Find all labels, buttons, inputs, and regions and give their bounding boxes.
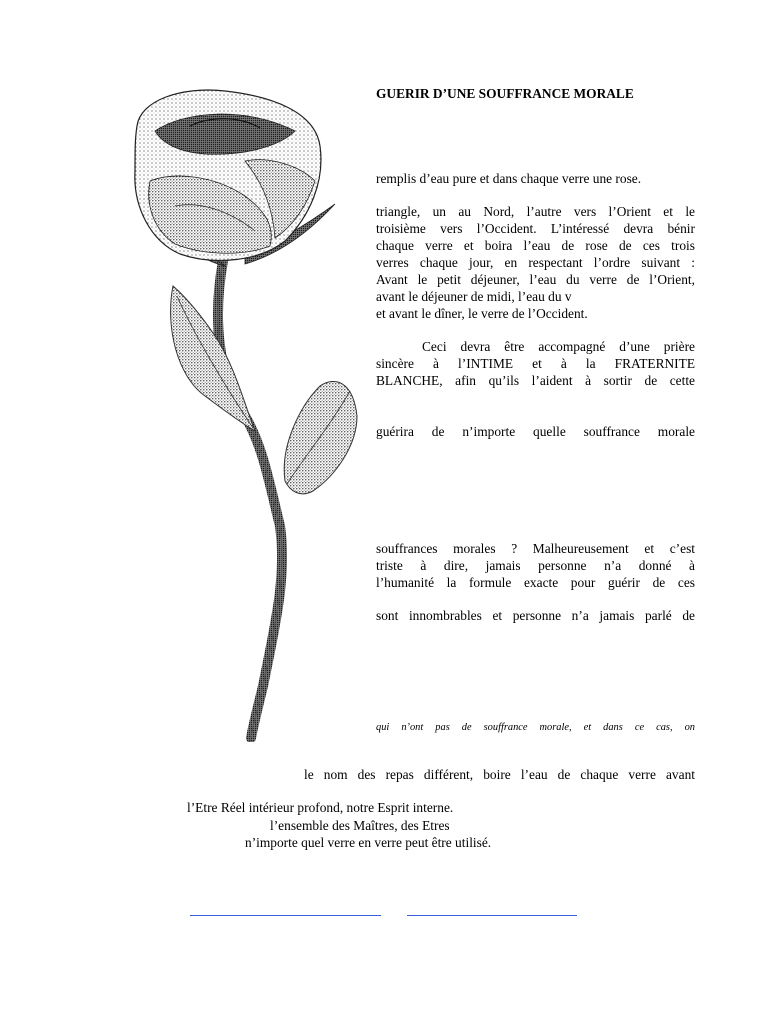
- text-line: triangle, un au Nord, l’autre vers l’Orient et le: [376, 204, 695, 219]
- text-line: BLANCHE, afin qu’ils l’aident à sortir de cette: [376, 373, 695, 388]
- rose-illustration: [95, 86, 365, 742]
- text-line: le nom des repas différent, boire l’eau de chaque verre avant: [304, 767, 695, 782]
- text-line: avant le déjeuner de midi, l’eau du v: [376, 289, 572, 304]
- hyperlink-underline[interactable]: [407, 915, 577, 916]
- text-line: triste à dire, jamais personne n’a donné à: [376, 558, 695, 573]
- text-line: n’importe quel verre en verre peut être utilisé.: [245, 835, 492, 850]
- document-title: GUERIR D’UNE SOUFFRANCE MORALE: [376, 86, 634, 101]
- text-line: sont innombrables et personne n’a jamais parlé de: [376, 608, 695, 623]
- text-line: souffrances morales ? Malheureusement et c’est: [376, 541, 695, 556]
- text-line: remplis d’eau pure et dans chaque verre une rose.: [376, 171, 642, 186]
- text-line: l’Etre Réel intérieur profond, notre Esprit interne.: [187, 800, 454, 815]
- text-line: guérira de n’importe quelle souffrance morale: [376, 424, 695, 439]
- text-line: chaque verre et boira l’eau de rose de ces trois: [376, 238, 695, 253]
- text-line: Avant le petit déjeuner, l’eau du verre de l’Orient,: [376, 272, 695, 287]
- text-line: l’humanité la formule exacte pour guérir de ces: [376, 575, 695, 590]
- text-line: sincère à l’INTIME et à la FRATERNITE: [376, 356, 695, 371]
- text-line: verres chaque jour, en respectant l’ordre suivant :: [376, 255, 695, 270]
- hyperlink-underline[interactable]: [190, 915, 381, 916]
- text-line: l’ensemble des Maîtres, des Etres: [270, 818, 450, 833]
- text-line: troisième vers l’Occident. L’intéressé devra bénir: [376, 221, 695, 236]
- text-line: Ceci devra être accompagné d’une prière: [422, 339, 695, 354]
- text-line: et avant le dîner, le verre de l’Occident.: [376, 306, 588, 321]
- text-line-italic: qui n’ont pas de souffrance morale, et dans ce cas, on: [376, 722, 695, 733]
